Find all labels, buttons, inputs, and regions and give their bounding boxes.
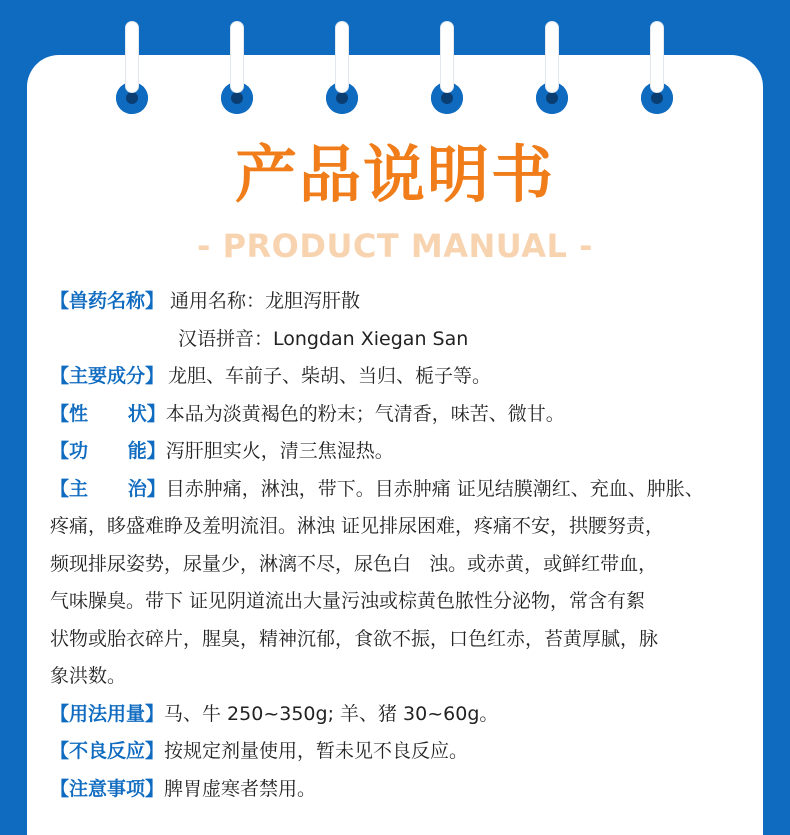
ring-wire xyxy=(231,22,243,92)
binder-ring xyxy=(637,22,677,116)
ring-wire xyxy=(441,22,453,92)
section-label: 【用法用量】 xyxy=(50,702,165,725)
section-text: 马、牛 250~350g; 羊、猪 30~60g。 xyxy=(164,702,499,725)
section-text: 目赤肿痛，淋浊，带下。目赤肿痛 证见结膜潮红、充血、肿胀、 xyxy=(165,477,704,500)
section-dosage xyxy=(50,696,750,734)
section-function xyxy=(50,433,750,471)
section-adverse xyxy=(50,733,750,771)
section-character xyxy=(50,396,750,434)
indication-line: 疼痛，眵盛难睁及羞明流泪。淋浊 证见排尿困难，疼痛不安，拱腰努责， xyxy=(50,515,665,537)
generic-name: 通用名称：龙胆泻肝散 xyxy=(170,290,361,312)
section-text: 脾胃虚寒者禁用。 xyxy=(164,777,317,800)
section-name xyxy=(50,283,750,321)
section-indication xyxy=(50,471,750,509)
binder-ring xyxy=(217,22,257,116)
section-label: 【主要成分】 xyxy=(50,365,165,387)
pinyin-name: 汉语拼音：Longdan Xiegan San xyxy=(178,327,469,350)
section-label: 【功 能】 xyxy=(50,440,166,462)
indication-line: 频现排尿姿势，尿量少，淋漓不尽，尿色白 浊。或赤黄，或鲜红带血， xyxy=(50,552,658,575)
ring-wire xyxy=(546,22,558,92)
section-name-pinyin xyxy=(50,321,750,359)
section-label: 【性 状】 xyxy=(50,402,166,425)
binder-ring xyxy=(532,22,572,116)
section-label: 【注意事项】 xyxy=(50,777,165,800)
binder-ring xyxy=(112,22,152,116)
indication-line: 状物或胎衣碎片，腥臭，精神沉郁，食欲不振，口色红赤，苔黄厚腻，脉 xyxy=(50,627,659,650)
binder-ring xyxy=(322,22,362,116)
section-label: 【不良反应】 xyxy=(50,740,165,762)
ring-wire xyxy=(336,22,348,92)
indication-line: 象洪数。 xyxy=(50,665,127,687)
section-text: 龙胆、车前子、柴胡、当归、栀子等。 xyxy=(168,365,492,387)
ring-wire xyxy=(651,22,663,92)
section-ingredients xyxy=(50,358,750,396)
indication-line: 气味臊臭。带下 证见阴道流出大量污浊或棕黄色脓性分泌物，常含有絮 xyxy=(50,590,646,612)
section-text: 按规定剂量使用，暂未见不良反应。 xyxy=(164,740,469,762)
section-text: 泻肝胆实火，清三焦湿热。 xyxy=(165,440,394,462)
section-label: 【主 治】 xyxy=(50,477,166,500)
page-subtitle: - PRODUCT MANUAL - xyxy=(197,227,593,265)
section-label: 【兽药名称】 xyxy=(50,290,165,312)
page-title: 产品说明书 xyxy=(234,138,555,211)
manual-content xyxy=(50,283,750,808)
section-caution xyxy=(50,771,750,809)
section-text: 本品为淡黄褐色的粉末；气清香，味苦、微甘。 xyxy=(165,402,565,425)
ring-wire xyxy=(126,22,138,92)
binder-ring xyxy=(427,22,467,116)
